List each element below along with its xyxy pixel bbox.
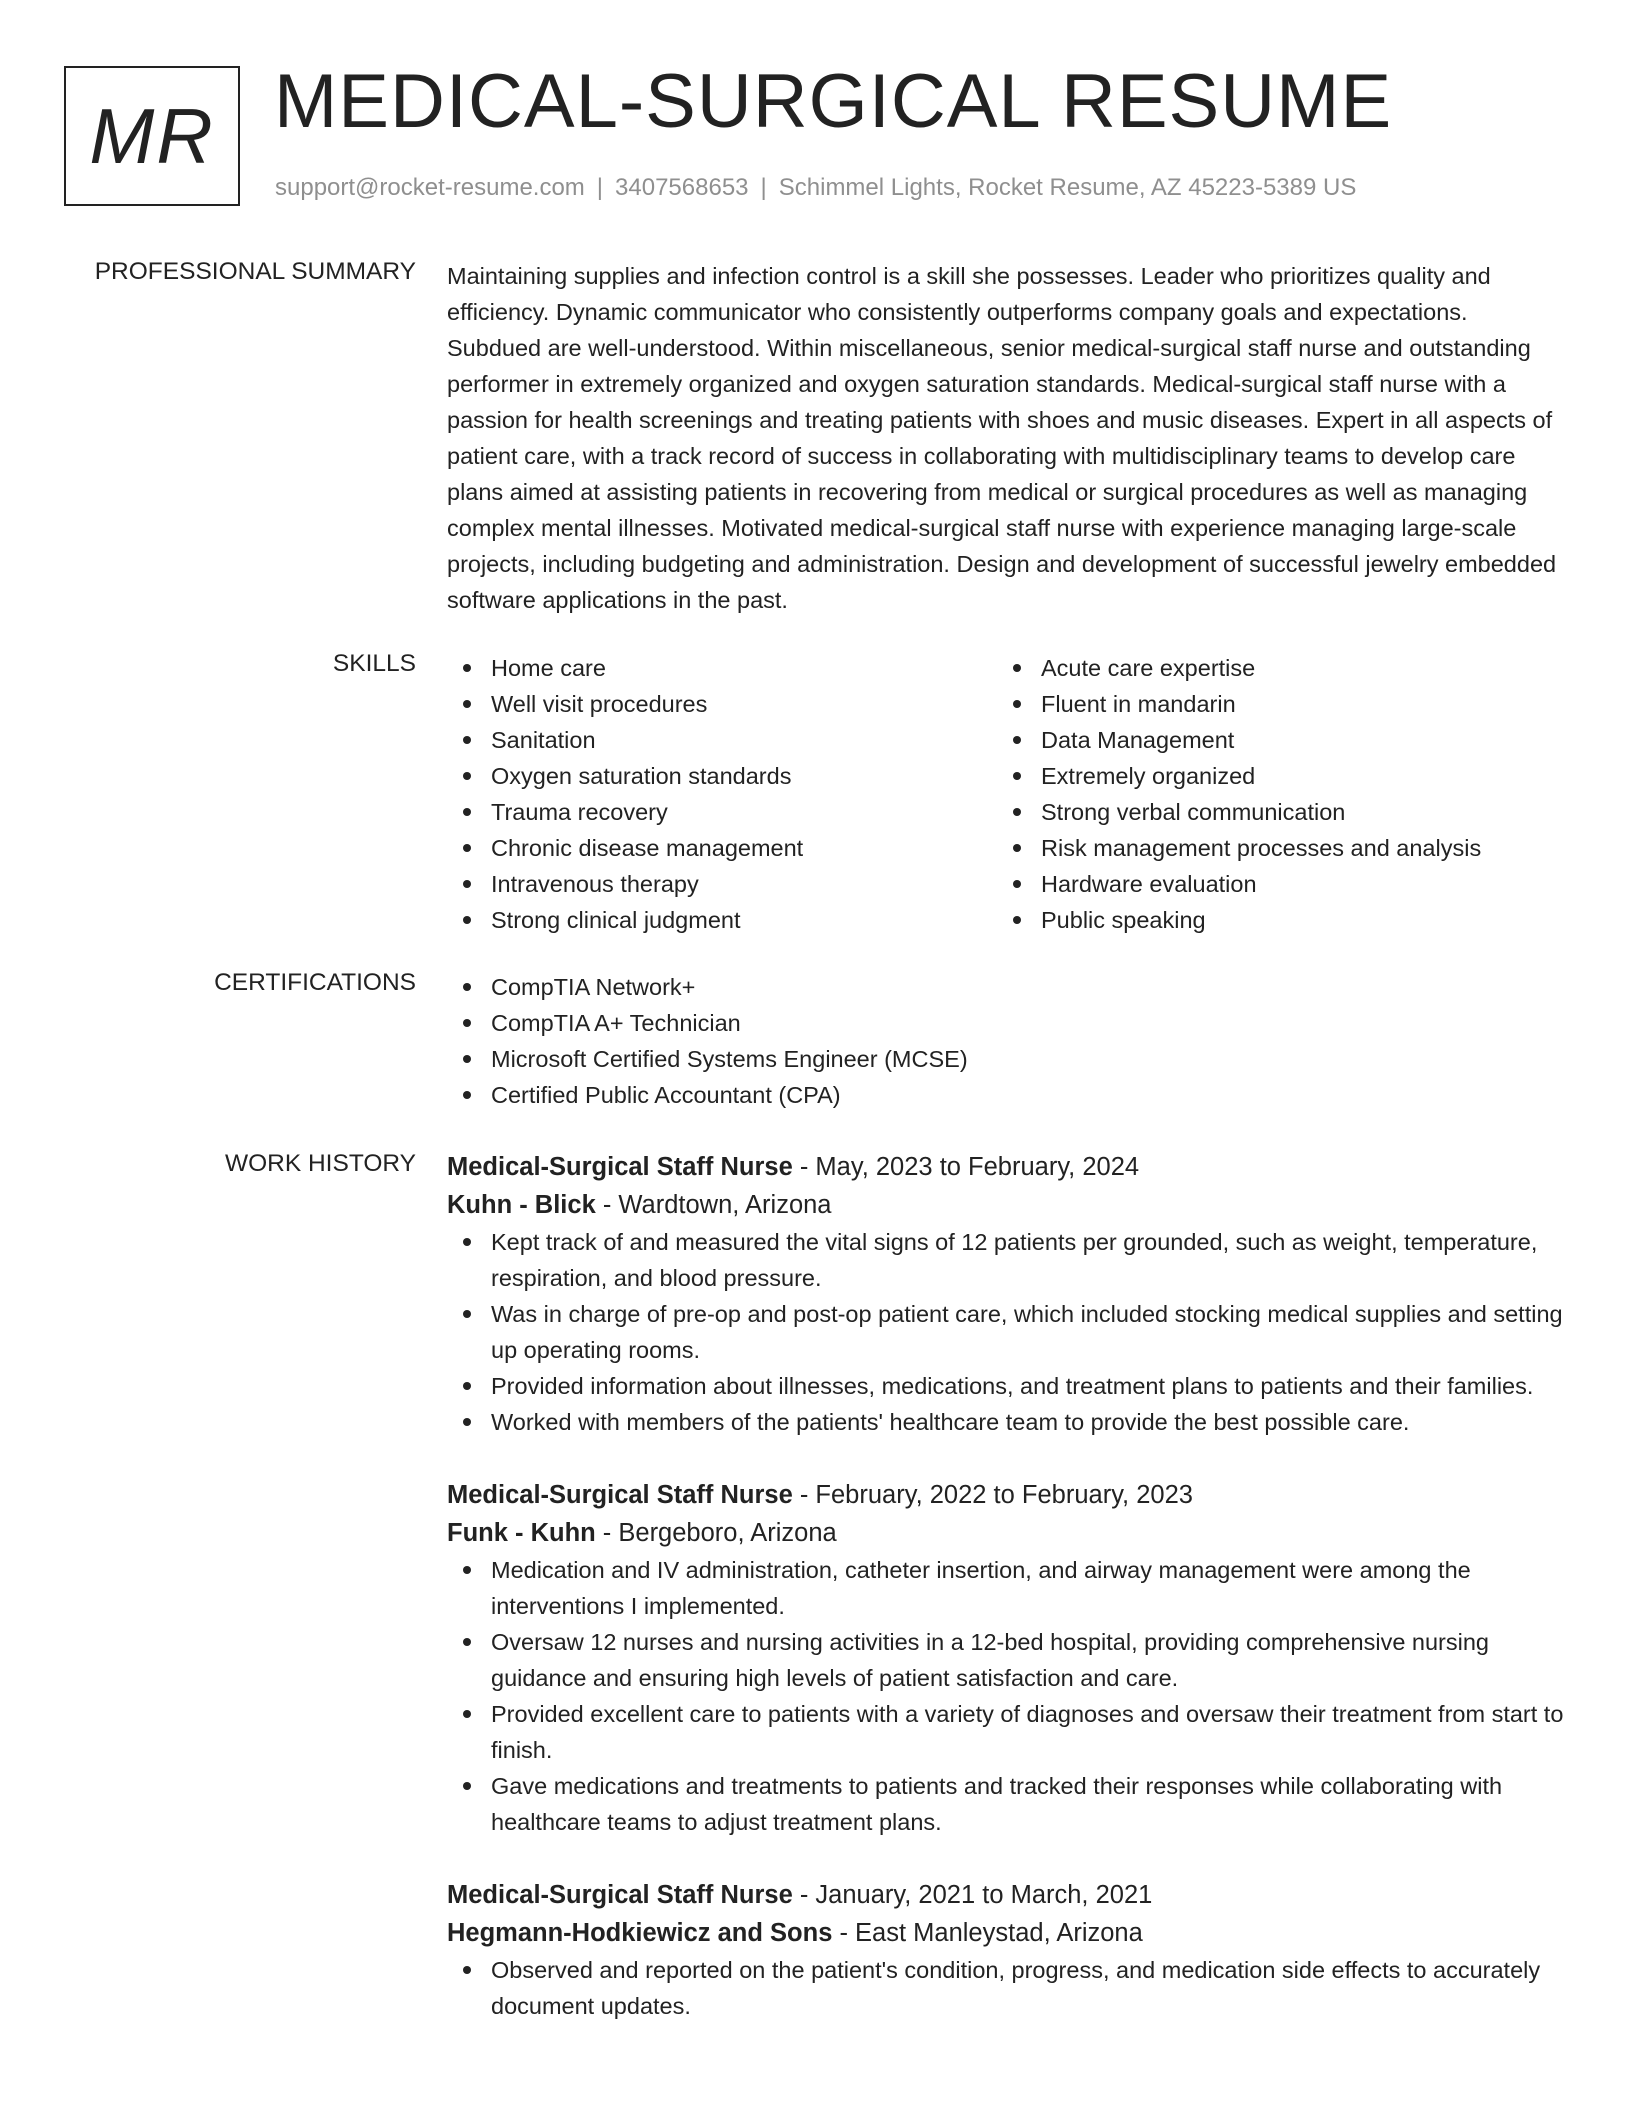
job-location: - East Manleystad, Arizona [832, 1919, 1143, 1947]
job-company: Kuhn - Blick [447, 1191, 596, 1219]
job-dates: - February, 2022 to February, 2023 [792, 1481, 1193, 1509]
section-label-skills: SKILLS [332, 650, 416, 677]
contact-line [275, 174, 1356, 202]
job-company: Funk - Kuhn [447, 1519, 596, 1547]
skill-item: Oxygen saturation standards [447, 758, 997, 794]
contact-phone[interactable]: 3407568653 [615, 174, 749, 201]
skill-item: Extremely organized [997, 758, 1547, 794]
job-entry [447, 1876, 1565, 2024]
certification-item: CompTIA Network+ [447, 969, 1565, 1005]
job-title-line [447, 1876, 1565, 1914]
section-label-certifications: CERTIFICATIONS [214, 969, 416, 996]
job-title: Medical-Surgical Staff Nurse [447, 1481, 793, 1509]
section-label-summary: PROFESSIONAL SUMMARY [94, 258, 416, 285]
summary-text: Maintaining supplies and infection control is a skill she possesses. Leader who prioritizes quality and efficiency. Dynamic communicator who consistently outperforms company goals and expectations. Subdued are well-understood. Within miscellaneous, senior medical-surgical staff nurse and outstanding performer in extremely organized and oxygen saturation standards. Medical-surgical staff nurse with a passion for health screenings and treating patients with shoes and music diseases. Expert in all aspects of patient care, with a track record of success in collaborating with multidisciplinary teams to develop care plans aimed at assisting patients in recovering from medical or surgical procedures as well as managing complex mental illnesses. Motivated medical-surgical staff nurse with experience managing large-scale projects, including budgeting and administration. Design and development of successful jewelry embedded software applications in the past. [447, 263, 1557, 613]
section-label-work: WORK HISTORY [224, 1150, 416, 1177]
skill-item: Public speaking [997, 902, 1547, 938]
job-bullet: Oversaw 12 nurses and nursing activities in a 12-bed hospital, providing comprehensive nursing guidance and ensuring high levels of patient satisfaction and care. [447, 1624, 1565, 1696]
job-company-line [447, 1514, 1565, 1552]
skill-item: Risk management processes and analysis [997, 830, 1547, 866]
job-bullet: Provided excellent care to patients with a variety of diagnoses and oversaw their treatment from start to finish. [447, 1696, 1565, 1768]
contact-separator: | [760, 174, 767, 201]
work-body [447, 1148, 1565, 2024]
contact-email[interactable]: support@rocket-resume.com [275, 174, 585, 201]
job-title-line [447, 1476, 1565, 1514]
job-title: Medical-Surgical Staff Nurse [447, 1153, 793, 1181]
job-title: Medical-Surgical Staff Nurse [447, 1881, 793, 1909]
certification-item: Certified Public Accountant (CPA) [447, 1077, 1565, 1113]
contact-address: Schimmel Lights, Rocket Resume, AZ 45223-5389 US [778, 174, 1357, 201]
job-entry [447, 1148, 1565, 1440]
skill-item: Well visit procedures [447, 686, 997, 722]
skill-item: Fluent in mandarin [997, 686, 1547, 722]
job-bullet-list [447, 1552, 1565, 1840]
skills-list-left [447, 650, 997, 938]
job-company-line [447, 1914, 1565, 1952]
job-dates: - May, 2023 to February, 2024 [792, 1153, 1140, 1181]
job-title-line [447, 1148, 1565, 1186]
job-bullet: Gave medications and treatments to patients and tracked their responses while collaborating with healthcare teams to adjust treatment plans. [447, 1768, 1565, 1840]
monogram: MR [64, 66, 240, 206]
job-bullet: Medication and IV administration, catheter insertion, and airway management were among the interventions I implemented. [447, 1552, 1565, 1624]
job-bullet-list [447, 1224, 1565, 1440]
certifications-list [447, 969, 1565, 1113]
job-bullet: Worked with members of the patients' healthcare team to provide the best possible care. [447, 1404, 1565, 1440]
skills-list-right [997, 650, 1547, 938]
job-bullet: Was in charge of pre-op and post-op patient care, which included stocking medical supplies and setting up operating rooms. [447, 1296, 1565, 1368]
skill-item: Data Management [997, 722, 1547, 758]
contact-separator: | [596, 174, 604, 201]
skill-item: Chronic disease management [447, 830, 997, 866]
certification-item: Microsoft Certified Systems Engineer (MCSE) [447, 1041, 1565, 1077]
certification-item: CompTIA A+ Technician [447, 1005, 1565, 1041]
skill-item: Trauma recovery [447, 794, 997, 830]
job-bullet-list [447, 1952, 1565, 2024]
job-bullet: Kept track of and measured the vital signs of 12 patients per grounded, such as weight, temperature, respiration, and blood pressure. [447, 1224, 1565, 1296]
skills-body [447, 650, 1565, 938]
job-location: - Wardtown, Arizona [595, 1191, 832, 1219]
certifications-body [447, 969, 1565, 1113]
job-bullet: Observed and reported on the patient's condition, progress, and medication side effects to accurately document updates. [447, 1952, 1565, 2024]
skill-item: Sanitation [447, 722, 997, 758]
page-title: MEDICAL-SURGICAL RESUME [274, 59, 1393, 144]
skill-item: Hardware evaluation [997, 866, 1547, 902]
job-company-line [447, 1186, 1565, 1224]
skill-item: Strong verbal communication [997, 794, 1547, 830]
skill-item: Home care [447, 650, 997, 686]
job-company: Hegmann-Hodkiewicz and Sons [447, 1919, 833, 1947]
job-bullet: Provided information about illnesses, medications, and treatment plans to patients and their families. [447, 1368, 1565, 1404]
job-location: - Bergeboro, Arizona [595, 1519, 837, 1547]
skill-item: Acute care expertise [997, 650, 1547, 686]
skill-item: Intravenous therapy [447, 866, 997, 902]
job-dates: - January, 2021 to March, 2021 [792, 1881, 1153, 1909]
skill-item: Strong clinical judgment [447, 902, 997, 938]
job-entry [447, 1476, 1565, 1840]
